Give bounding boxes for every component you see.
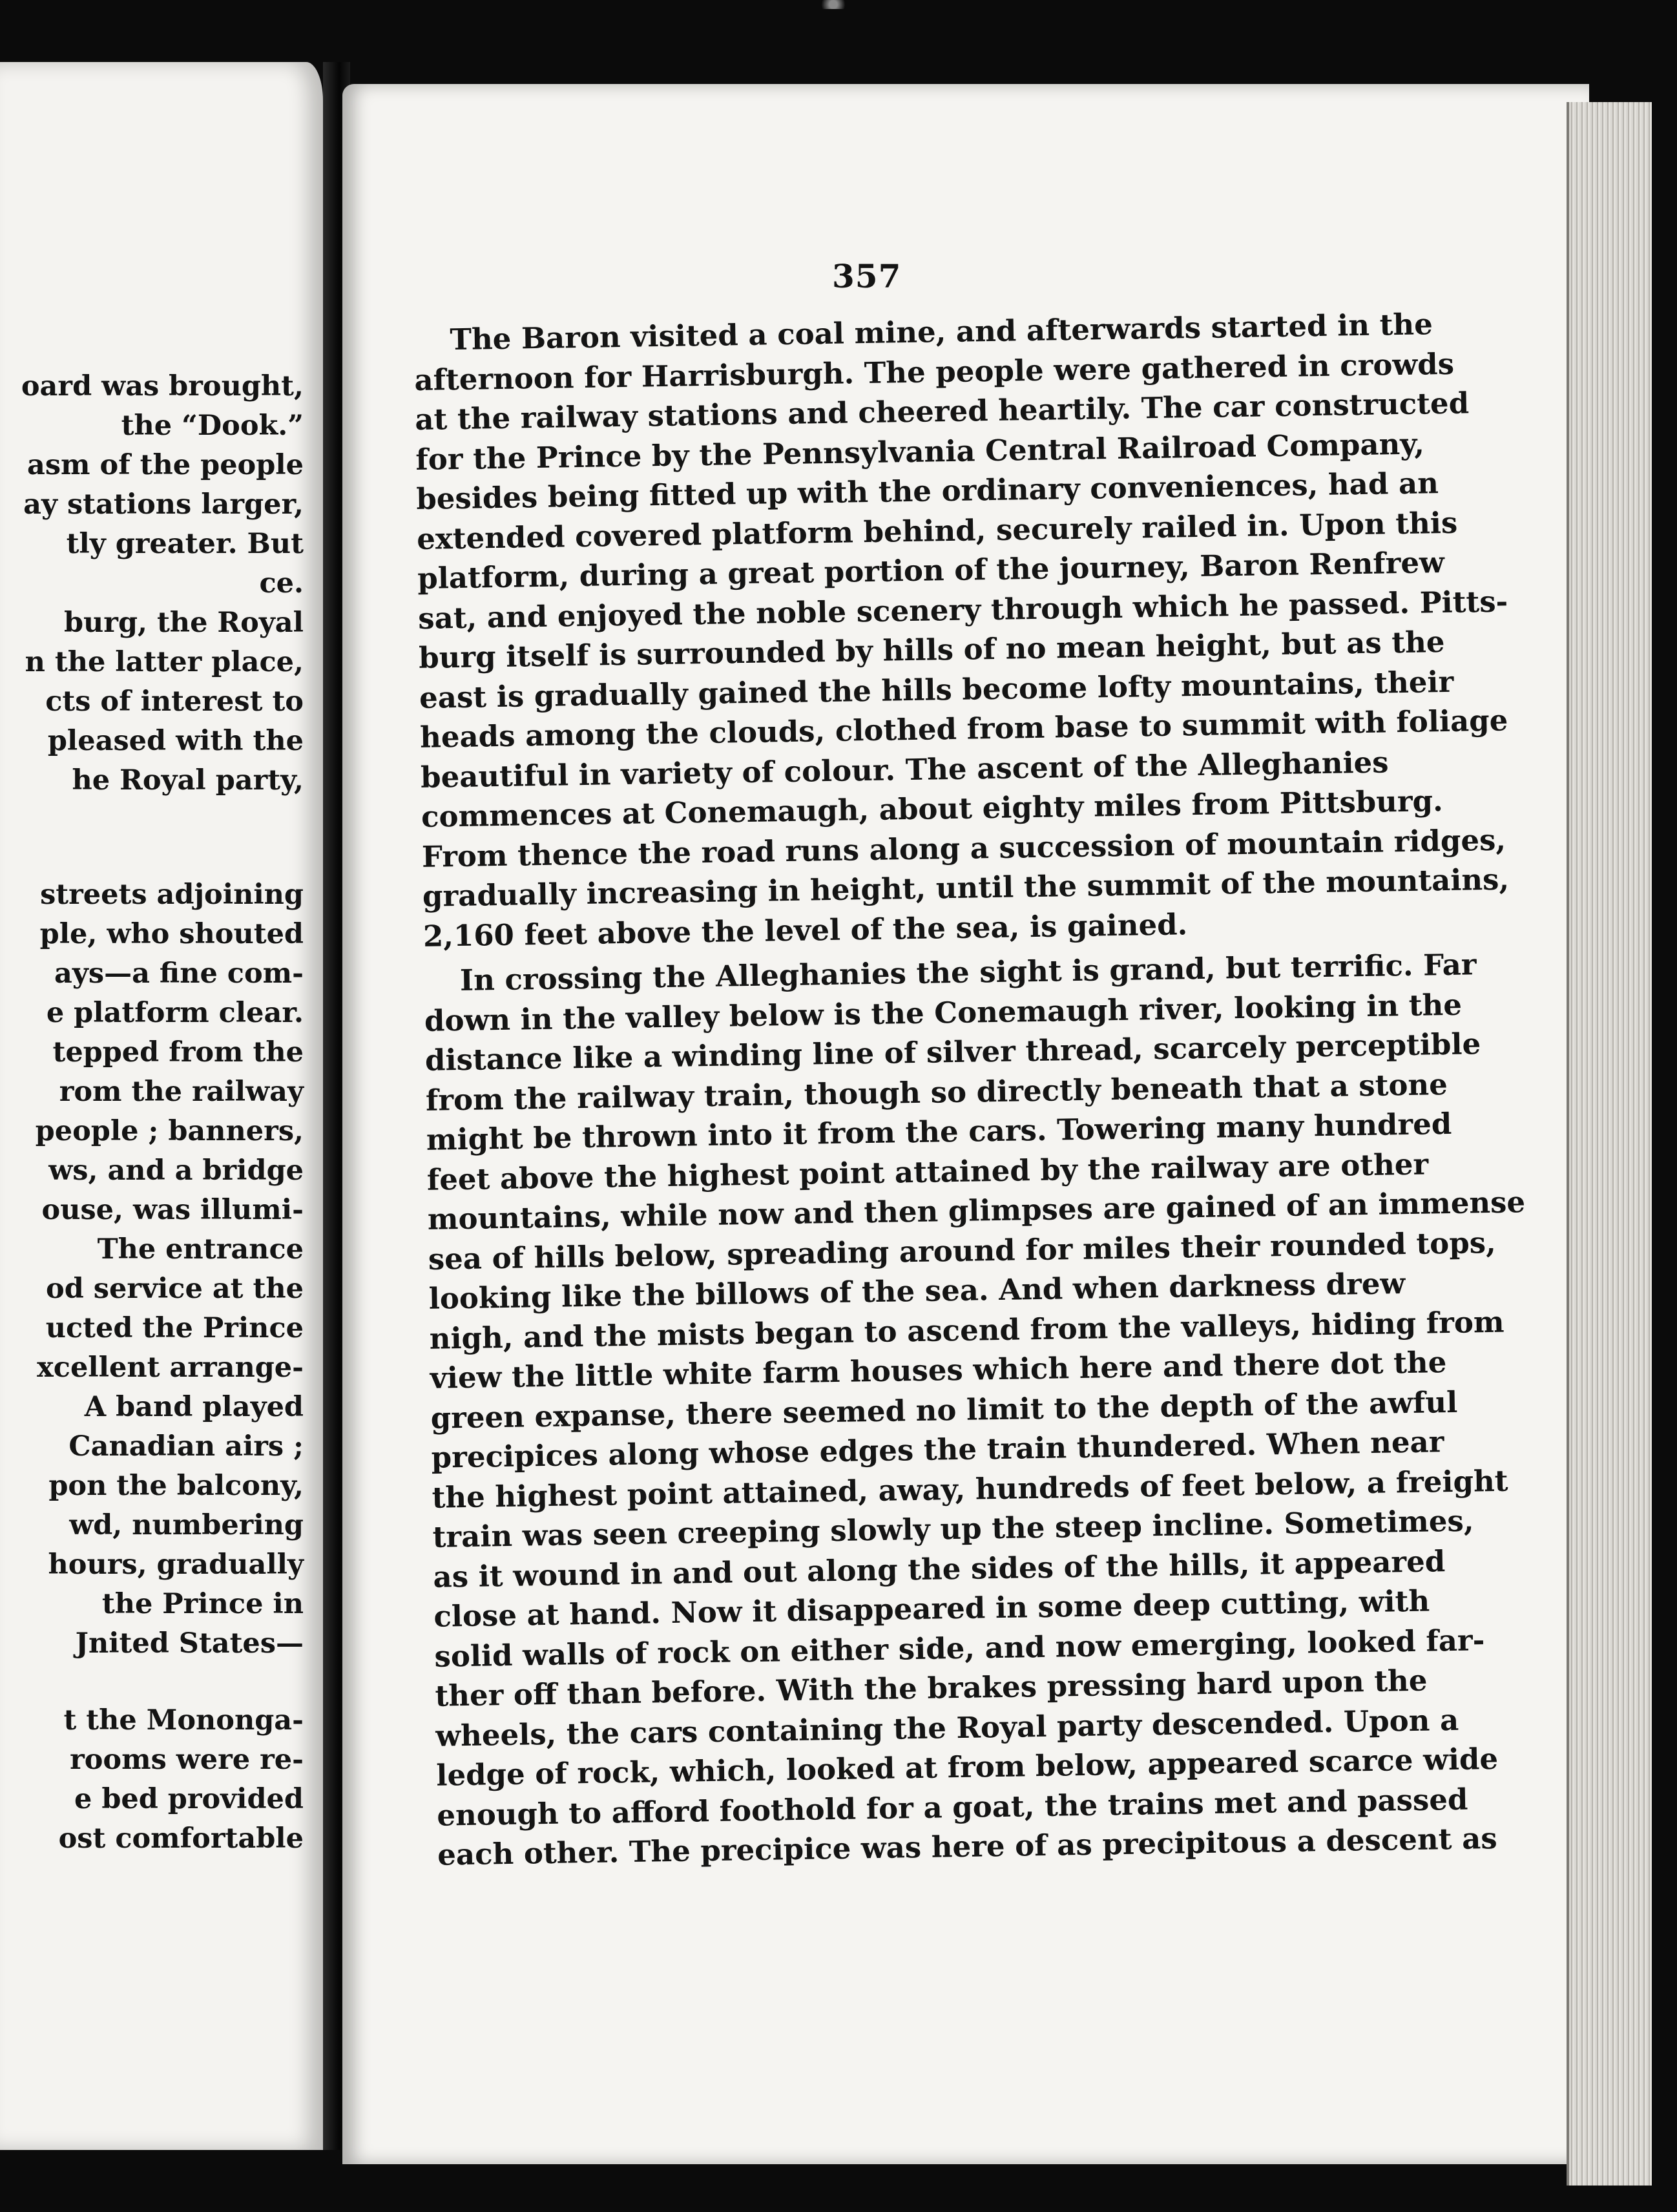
text-line: mountains, while now and then glimpses are gained of an immense: [427, 1185, 1526, 1236]
left-page-line: ouse, was illumi-: [41, 1194, 304, 1226]
left-page-line: wd, numbering: [69, 1509, 304, 1541]
text-line: gradually increasing in height, until the summit of the mountains,: [422, 862, 1510, 913]
left-page-line: Canadian airs ;: [68, 1430, 304, 1463]
left-page-line: asm of the people: [26, 449, 304, 481]
left-page-line: tly greater. But: [66, 528, 304, 560]
left-page-line: streets adjoining: [40, 879, 304, 911]
left-page-line: [0, 1664, 304, 1701]
left-page-line: xcellent arrange-: [37, 1351, 304, 1384]
text-line: sea of hills below, spreading around for miles their rounded tops,: [428, 1225, 1497, 1277]
text-line: solid walls of rock on either side, and now emerging, looked far-: [434, 1622, 1485, 1674]
text-line: distance like a winding line of silver thread, scarcely perceptible: [424, 1027, 1481, 1078]
text-line: the highest point attained, away, hundreds of feet below, a freight: [432, 1463, 1508, 1515]
text-line: might be thrown into it from the cars. Towering many hundred: [426, 1106, 1452, 1157]
text-line: besides being fitted up with the ordinary conveniences, had an: [415, 466, 1439, 516]
text-line: 2,160 feet above the level of the sea, is gained.: [422, 906, 1188, 954]
page-edges: [1567, 102, 1652, 2186]
text-line: from the railway train, though so directly beneath that a stone: [425, 1067, 1448, 1118]
text-line: nigh, and the mists began to ascend from the valleys, hiding from: [429, 1304, 1505, 1356]
body-text: [413, 306, 1526, 1875]
left-page-line: t the Mononga-: [63, 1704, 304, 1737]
text-line: The Baron visited a coal mine, and afterwards started in the: [450, 307, 1433, 357]
text-line: From thence the road runs along a succession of mountain ridges,: [421, 822, 1506, 874]
left-page-line: [0, 838, 304, 875]
text-line: east is gradually gained the hills become lofty mountains, their: [419, 664, 1454, 715]
paragraph: [424, 947, 1526, 1875]
text-line: commences at Conemaugh, about eighty miles from Pittsburg.: [421, 784, 1444, 834]
text-line: extended covered platform behind, securely railed in. Upon this: [416, 505, 1458, 556]
left-page-line: cts of interest to: [45, 685, 304, 718]
left-page-line: oard was brought,: [21, 370, 304, 402]
text-line: ledge of rock, which, looked at from below, appeared scarce wide: [435, 1741, 1499, 1793]
text-line: for the Prince by the Pennsylvania Central Railroad Company,: [415, 426, 1425, 477]
page-number: 357: [832, 257, 902, 295]
left-page-line: the “Dook.”: [121, 410, 304, 442]
text-line: looking like the billows of the sea. And when darkness drew: [428, 1266, 1406, 1316]
text-line: train was seen creeping slowly up the steep incline. Sometimes,: [432, 1503, 1474, 1554]
left-page-line: e platform clear.: [46, 997, 304, 1029]
scan-speck: [814, 0, 853, 9]
left-page-line: ay stations larger,: [23, 488, 304, 521]
left-page-line: ucted the Prince: [45, 1312, 304, 1344]
text-line: as it wound in and out along the sides of the hills, it appeared: [433, 1543, 1446, 1594]
text-line: green expanse, there seemed no limit to the depth of the awful: [430, 1384, 1458, 1435]
left-page-line: rooms were re-: [70, 1744, 304, 1776]
left-page-line: the Prince in: [101, 1588, 304, 1620]
left-page-line: tepped from the: [52, 1036, 304, 1069]
text-line: platform, during a great portion of the journey, Baron Renfrew: [417, 545, 1445, 596]
text-line: heads among the clouds, clothed from base to summit with foliage: [419, 703, 1508, 755]
left-page-line: pleased with the: [47, 725, 304, 757]
text-line: enough to afford foothold for a goat, the trains met and passed: [436, 1782, 1468, 1833]
text-line: burg itself is surrounded by hills of no mean height, but as the: [418, 624, 1445, 675]
left-page-line: od service at the: [46, 1273, 304, 1305]
text-line: down in the valley below is the Conemaugh river, looking in the: [424, 987, 1463, 1038]
text-line: In crossing the Alleghanies the sight is grand, but terrific. Far: [459, 947, 1477, 997]
left-page-line: ple, who shouted: [39, 918, 304, 950]
left-page-line: rom the railway: [59, 1076, 304, 1108]
text-line: sat, and enjoyed the noble scenery through which he passed. Pitts-: [417, 583, 1508, 636]
left-page-line: n the latter place,: [25, 646, 304, 678]
left-page-line: ays—a fine com-: [54, 957, 304, 990]
left-page-line: pon the balcony,: [48, 1470, 304, 1502]
left-page-line: e bed provided: [74, 1783, 304, 1815]
text-line: afternoon for Harrisburgh. The people were gathered in crowds: [414, 346, 1455, 397]
left-page-line: A band played: [84, 1391, 304, 1423]
left-page-line: ws, and a bridge: [48, 1154, 304, 1187]
left-page-line: ost comfortable: [58, 1822, 304, 1855]
text-line: at the railway stations and cheered heartily. The car constructed: [414, 386, 1470, 437]
text-line: close at hand. Now it disappeared in some deep cutting, with: [433, 1583, 1430, 1634]
left-page-line: people ; banners,: [35, 1115, 304, 1147]
left-page-line: burg, the Royal: [63, 607, 304, 639]
text-line: wheels, the cars containing the Royal party descended. Upon a: [435, 1702, 1459, 1753]
text-line: precipices along whose edges the train thundered. When near: [431, 1424, 1444, 1475]
left-page-line: hours, gradually: [48, 1549, 304, 1581]
left-page-line: he Royal party,: [72, 764, 304, 797]
paragraph: [413, 306, 1510, 956]
text-line: view the little white farm houses which here and there dot the: [430, 1345, 1447, 1395]
text-line: ther off than before. With the brakes pressing hard upon the: [435, 1663, 1428, 1713]
left-page-text: [0, 367, 304, 1859]
left-page-line: ce.: [259, 567, 304, 600]
text-line: feet above the highest point attained by the railway are other: [426, 1146, 1429, 1197]
left-page-line: [0, 800, 304, 838]
left-page-line: Jnited States—: [75, 1627, 304, 1660]
left-page-line: The entrance: [97, 1233, 304, 1266]
left-page-fragment: [0, 62, 323, 2150]
text-line: each other. The precipice was here of as precipitous a descent as: [437, 1821, 1497, 1872]
text-line: beautiful in variety of colour. The ascent of the Alleghanies: [420, 744, 1389, 795]
